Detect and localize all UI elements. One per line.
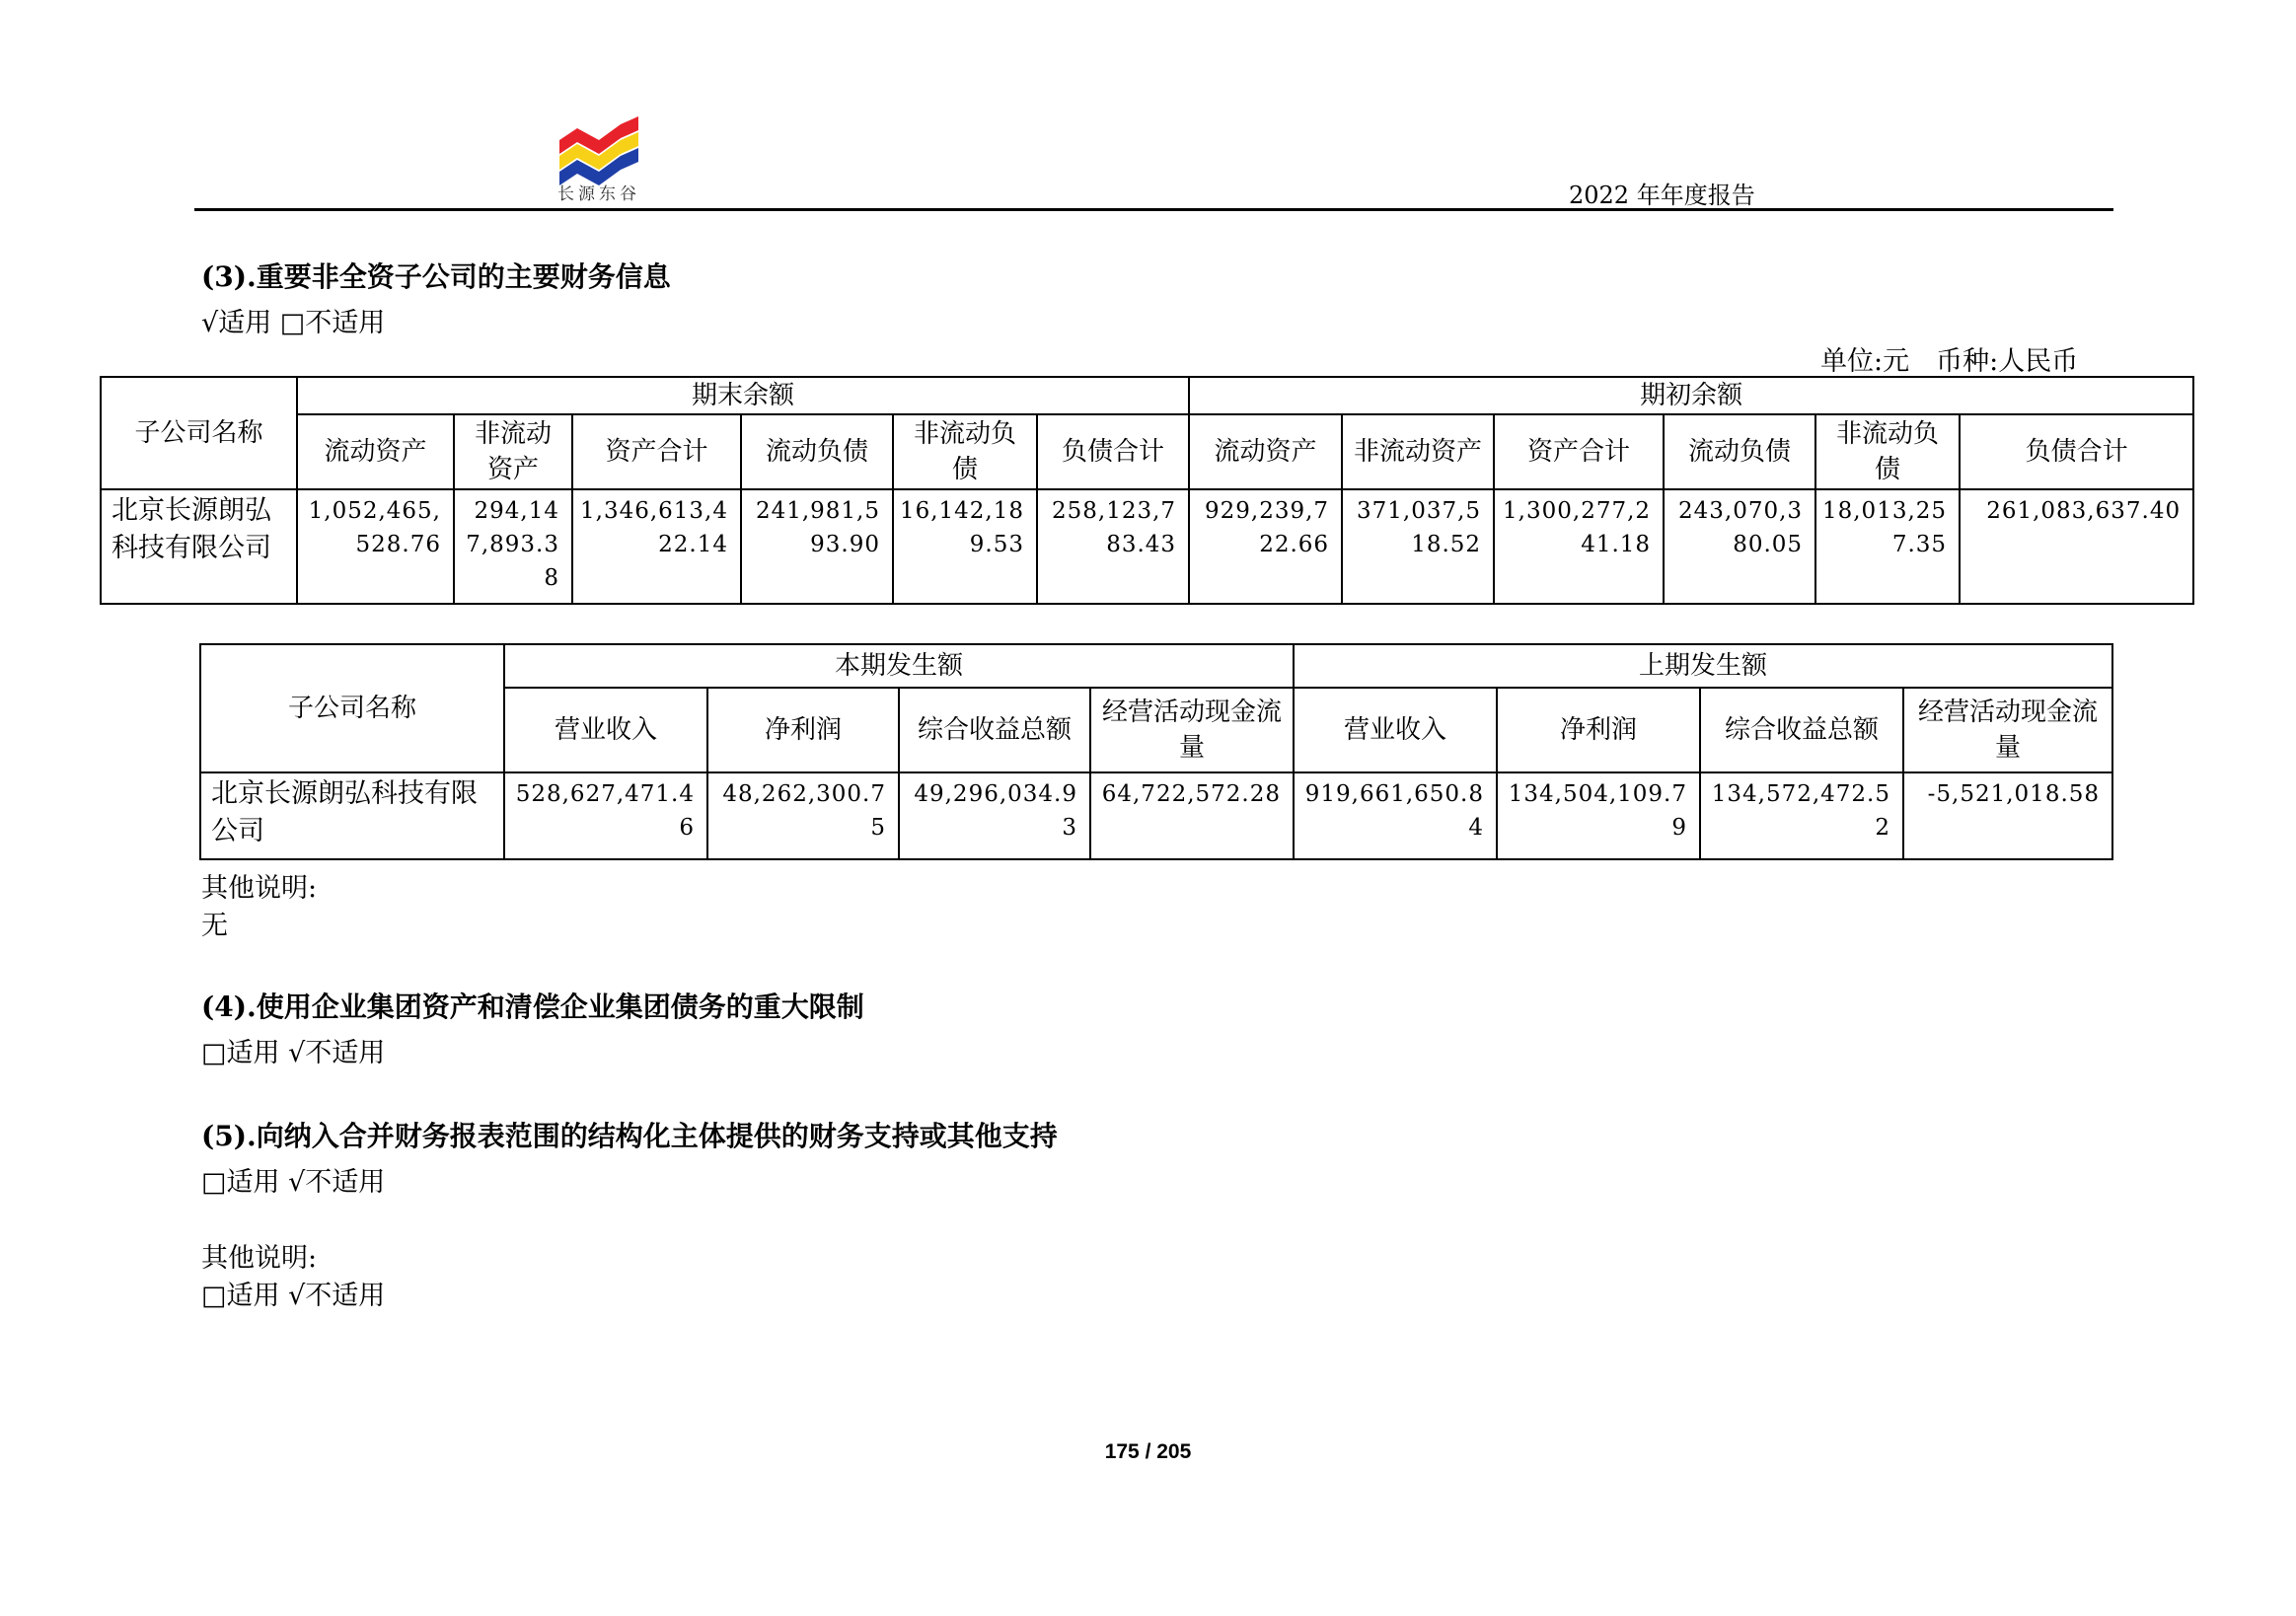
col-header: 非流动资产 (1342, 414, 1494, 489)
section-5-title: (5).向纳入合并财务报表范围的结构化主体提供的财务支持或其他支持 (201, 1120, 1058, 1152)
col-header: 经营活动现金流量 (1903, 688, 2112, 772)
table-cell: 528,627,471.46 (504, 772, 707, 859)
table-cell: 134,504,109.79 (1497, 772, 1700, 859)
table-row (200, 772, 2112, 859)
unit-currency: 单位:元 币种:人民币 (1820, 346, 2079, 377)
section-5-other-label: 其他说明: (201, 1243, 318, 1274)
table-cell: 929,239,722.66 (1189, 489, 1342, 604)
section-4-applicability: □适用 √不适用 (201, 1038, 386, 1068)
group-current-period: 本期发生额 (504, 644, 1294, 688)
table-cell: 18,013,257.35 (1815, 489, 1960, 604)
table-cell: 261,083,637.40 (1960, 489, 2193, 604)
table-cell: 241,981,593.90 (741, 489, 893, 604)
table-cell: 1,346,613,422.14 (572, 489, 741, 604)
table-cell: 294,147,893.38 (454, 489, 572, 604)
col-header: 非流动负债 (1815, 414, 1960, 489)
subsidiary-name: 北京长源朗弘科技有限公司 (200, 772, 504, 859)
other-notes-label: 其他说明: (201, 873, 318, 904)
col-header: 负债合计 (1960, 414, 2193, 489)
col-header: 流动资产 (1189, 414, 1342, 489)
col-header: 资产合计 (1494, 414, 1664, 489)
balance-table (100, 376, 2194, 605)
logo-text: 长源东谷 (557, 184, 640, 204)
group-period-begin: 期初余额 (1189, 377, 2193, 414)
table-cell: 919,661,650.84 (1294, 772, 1497, 859)
col-header: 负债合计 (1037, 414, 1189, 489)
col-subsidiary-name: 子公司名称 (200, 644, 504, 772)
col-header: 营业收入 (1294, 688, 1497, 772)
col-header: 经营活动现金流量 (1090, 688, 1294, 772)
subsidiary-name: 北京长源朗弘科技有限公司 (101, 489, 297, 604)
section-5-other-applicability: □适用 √不适用 (201, 1281, 386, 1311)
col-header: 净利润 (1497, 688, 1700, 772)
col-header: 综合收益总额 (1700, 688, 1903, 772)
col-header: 净利润 (707, 688, 899, 772)
group-period-end: 期末余额 (297, 377, 1189, 414)
col-header: 综合收益总额 (899, 688, 1090, 772)
table-cell: 134,572,472.52 (1700, 772, 1903, 859)
table-cell: 49,296,034.93 (899, 772, 1090, 859)
table-cell: 371,037,518.52 (1342, 489, 1494, 604)
table-cell: -5,521,018.58 (1903, 772, 2112, 859)
table-cell: 258,123,783.43 (1037, 489, 1189, 604)
col-header: 资产合计 (572, 414, 741, 489)
report-title: 2022 年年度报告 (1569, 182, 1755, 209)
table-cell: 16,142,189.53 (893, 489, 1037, 604)
header-divider (194, 208, 2113, 211)
table-cell: 64,722,572.28 (1090, 772, 1294, 859)
col-header: 流动负债 (1664, 414, 1815, 489)
col-header: 流动负债 (741, 414, 893, 489)
col-header: 营业收入 (504, 688, 707, 772)
table-cell: 48,262,300.75 (707, 772, 899, 859)
section-3-title: (3).重要非全资子公司的主要财务信息 (201, 260, 671, 293)
table-cell: 1,052,465,528.76 (297, 489, 454, 604)
col-header: 流动资产 (297, 414, 454, 489)
section-4-title: (4).使用企业集团资产和清偿企业集团债务的重大限制 (201, 991, 864, 1023)
col-header: 非流动负债 (893, 414, 1037, 489)
other-notes-value: 无 (201, 911, 228, 941)
col-header: 非流动资产 (454, 414, 572, 489)
income-table (199, 643, 2113, 860)
group-prior-period: 上期发生额 (1294, 644, 2112, 688)
table-cell: 243,070,380.05 (1664, 489, 1815, 604)
page-number: 175 / 205 (1104, 1440, 1192, 1463)
col-subsidiary-name: 子公司名称 (101, 377, 297, 489)
table-row (101, 489, 2193, 604)
section-5-applicability: □适用 √不适用 (201, 1167, 386, 1198)
section-3-applicability: √适用 □不适用 (201, 308, 386, 338)
table-cell: 1,300,277,241.18 (1494, 489, 1664, 604)
